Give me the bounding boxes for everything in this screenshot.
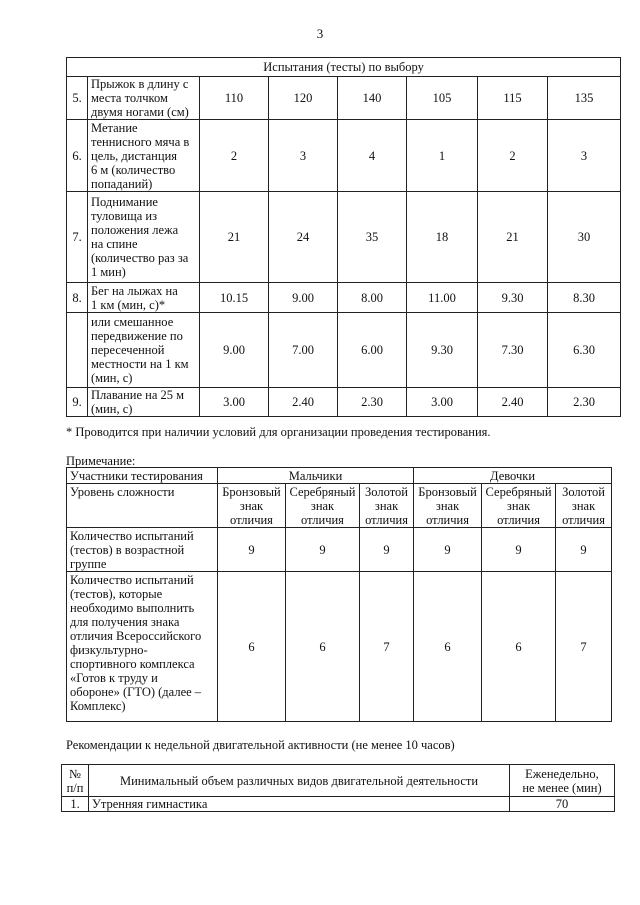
test-value: 2.30 [548,388,621,417]
test-name [88,313,200,388]
test-name-line: пересеченной [91,343,165,357]
badge-line: отличия [497,513,540,527]
test-value: 30 [548,192,621,283]
table-row [67,572,612,722]
count-value: 9 [482,528,556,572]
badge-line: Бронзовый [418,485,477,499]
count-value: 9 [218,528,286,572]
table-row [67,528,612,572]
row-number: 6. [67,120,88,192]
page-number: 3 [316,26,324,41]
test-value: 115 [478,77,548,120]
test-value: 2 [478,120,548,192]
test-name [88,388,200,417]
row-number: 1. [62,797,89,812]
table-row [67,192,621,283]
row-label-line: Количество испытаний [70,529,194,543]
participants-table [66,467,612,722]
test-name-line: передвижение по [91,329,183,343]
test-value: 21 [200,192,269,283]
test-value: 135 [548,77,621,120]
activity-name: Утренняя гимнастика [89,797,510,812]
col-activity-header: Минимальный объем различных видов двигательной деятельности [89,765,510,797]
badge-line: Серебряный [485,485,552,499]
row-label-line: (тестов), которые [70,587,163,601]
test-value: 7.00 [269,313,338,388]
boys-header: Мальчики [218,468,414,484]
col-num-line: № [69,766,81,781]
test-value: 21 [478,192,548,283]
count-value: 9 [360,528,414,572]
test-value: 8.00 [338,283,407,313]
badge-line: знак [435,499,460,513]
test-value: 18 [407,192,478,283]
badge-header [286,484,360,528]
test-name-line: 6 м (количество [91,162,176,177]
row-label-line: для получения знака [70,615,180,629]
col-num-line: п/п [66,780,84,795]
badge-line: Золотой [562,485,605,499]
row-label [67,528,218,572]
badge-line: Бронзовый [222,485,281,499]
participants-header: Участники тестирования [67,468,218,484]
test-name-line: попаданий) [91,176,153,191]
test-value: 9.30 [407,313,478,388]
row-label-line: отличия Всероссийского [70,629,202,643]
test-name [88,77,200,120]
row-label-line: (тестов) в возрастной [70,543,185,557]
badge-header [482,484,556,528]
count-value: 9 [286,528,360,572]
col-num-header [62,765,89,797]
test-name-line: (мин, с) [91,402,133,416]
table-row [67,120,621,192]
row-number [67,313,88,388]
count-value: 7 [556,572,612,722]
badge-header [218,484,286,528]
badge-header [414,484,482,528]
test-name [88,283,200,313]
table-row [67,388,621,417]
badge-line: знак [374,499,399,513]
badge-line: отличия [426,513,469,527]
badge-line: отличия [365,513,408,527]
test-name-line: Метание [91,120,138,135]
test-value: 7.30 [478,313,548,388]
test-name-line: Поднимание [91,195,158,209]
note-label: Примечание: [66,454,136,468]
test-value: 8.30 [548,283,621,313]
test-value: 9.00 [269,283,338,313]
row-label-line: обороне» (ГТО) (далее – [70,685,202,699]
test-value: 110 [200,77,269,120]
table-row [67,283,621,313]
row-label-line: необходимо выполнить [70,601,195,615]
test-value: 3 [548,120,621,192]
test-name [88,120,200,192]
test-name-line: теннисного мяча в [91,134,190,149]
test-name-line: местности на 1 км [91,357,189,371]
badge-line: Серебряный [289,485,356,499]
test-value: 6.00 [338,313,407,388]
table-row [67,313,621,388]
row-label-line: физкультурно- [70,643,148,657]
row-label-line: Количество испытаний [70,573,194,587]
test-value: 9.30 [478,283,548,313]
test-value: 2 [200,120,269,192]
test-name-line: Плавание на 25 м [91,388,185,402]
test-value: 2.40 [269,388,338,417]
test-name-line: или смешанное [91,315,174,329]
test-name-line: Прыжок в длину с [91,77,189,91]
test-value: 11.00 [407,283,478,313]
minutes-value: 70 [510,797,615,812]
test-name-line: положения лежа [91,223,179,237]
col-weekly-header [510,765,615,797]
row-number: 8. [67,283,88,313]
count-value: 6 [218,572,286,722]
badge-header [360,484,414,528]
table-header: Испытания (тесты) по выбору [67,58,621,77]
girls-header: Девочки [414,468,612,484]
count-value: 6 [286,572,360,722]
col-weekly-line: Еженедельно, [525,766,599,781]
test-value: 105 [407,77,478,120]
row-label-line: «Готов к труду и [70,671,158,685]
test-name-line: 1 мин) [91,265,126,279]
count-value: 6 [414,572,482,722]
badge-line: знак [506,499,531,513]
count-value: 7 [360,572,414,722]
level-header: Уровень сложности [67,484,218,528]
row-number: 5. [67,77,88,120]
test-value: 3 [269,120,338,192]
badge-line: знак [571,499,596,513]
activity-table [61,764,615,812]
test-name [88,192,200,283]
row-label-line: Комплекс) [70,699,126,713]
test-value: 35 [338,192,407,283]
test-value: 10.15 [200,283,269,313]
row-label-line: группе [70,557,107,571]
test-value: 3.00 [200,388,269,417]
test-value: 4 [338,120,407,192]
test-name-line: (мин, с) [91,371,133,385]
badge-line: отличия [562,513,605,527]
col-weekly-line: не менее (мин) [522,780,602,795]
test-value: 2.30 [338,388,407,417]
table-row [67,77,621,120]
recommendation-title: Рекомендации к недельной двигательной активности (не менее 10 часов) [66,738,455,752]
test-name-line: (количество раз за [91,251,189,265]
test-value: 2.40 [478,388,548,417]
row-label [67,572,218,722]
row-label-line: спортивного комплекса [70,657,195,671]
badge-line: знак [239,499,264,513]
test-name-line: туловища из [91,209,158,223]
count-value: 9 [556,528,612,572]
row-number: 7. [67,192,88,283]
badge-line: отличия [301,513,344,527]
test-value: 24 [269,192,338,283]
test-name-line: места толчком [91,91,168,105]
table-row [62,797,615,812]
test-value: 6.30 [548,313,621,388]
test-value: 120 [269,77,338,120]
test-name-line: цель, дистанция [91,148,178,163]
badge-line: Золотой [365,485,408,499]
optional-tests-table [66,57,621,417]
badge-header [556,484,612,528]
test-name-line: Бег на лыжах на [91,283,178,298]
test-value: 140 [338,77,407,120]
test-value: 9.00 [200,313,269,388]
count-value: 9 [414,528,482,572]
test-name-line: двумя ногами (см) [91,105,189,119]
footnote: * Проводится при наличии условий для организации проведения тестирования. [66,425,491,439]
badge-line: знак [310,499,335,513]
test-value: 1 [407,120,478,192]
row-number: 9. [67,388,88,417]
test-name-line: на спине [91,237,138,251]
count-value: 6 [482,572,556,722]
test-name-line: 1 км (мин, с)* [91,297,166,312]
test-value: 3.00 [407,388,478,417]
badge-line: отличия [230,513,273,527]
